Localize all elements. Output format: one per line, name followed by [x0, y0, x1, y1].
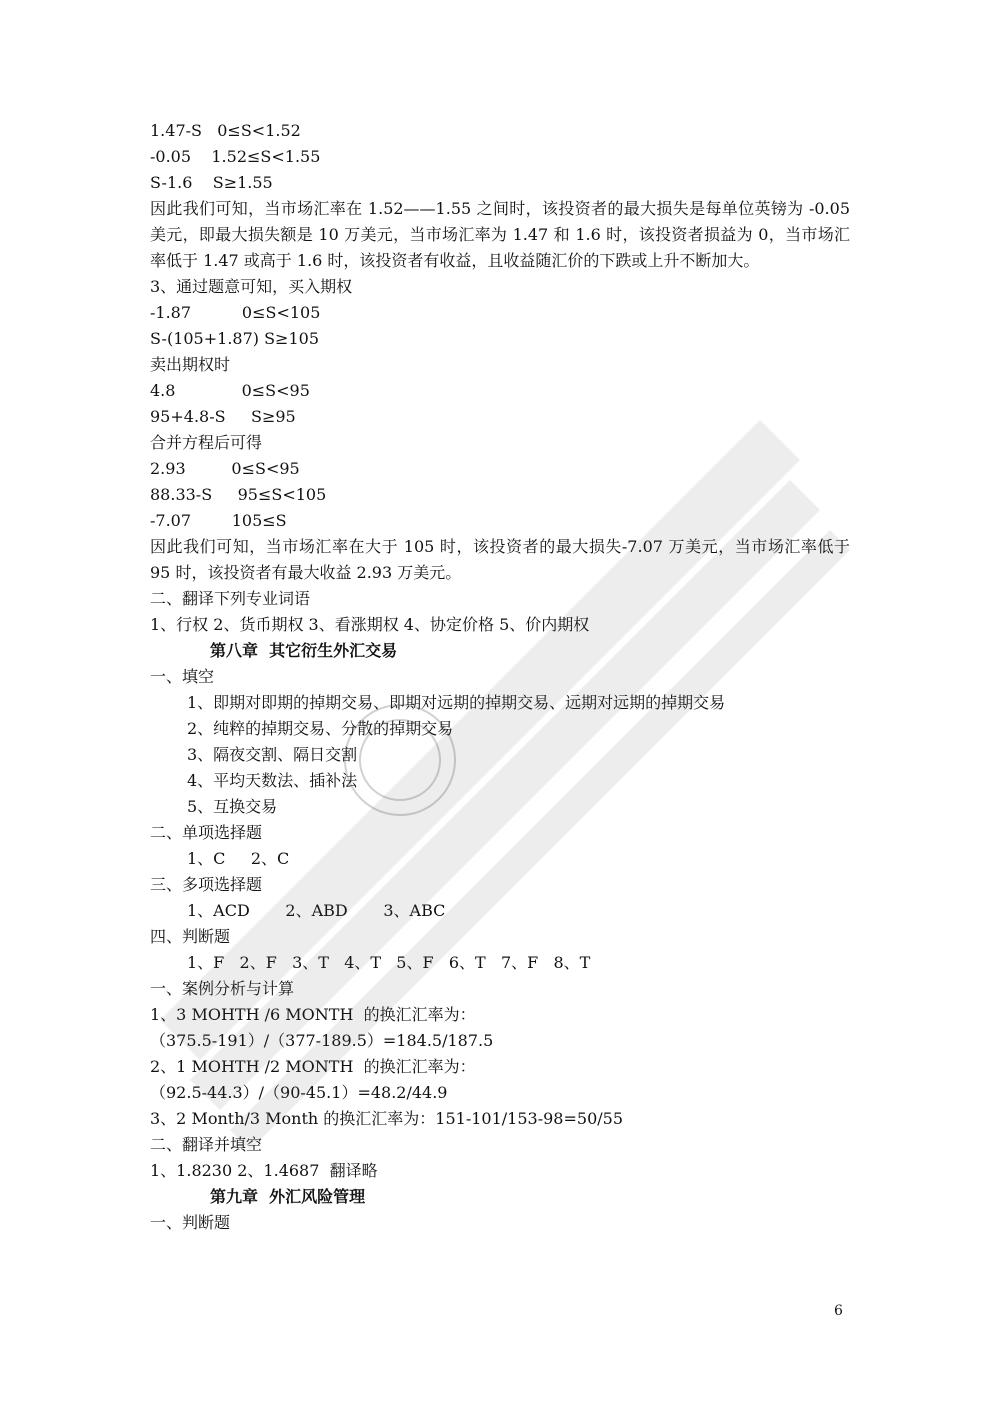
text-line: 2、1 MOHTH /2 MONTH 的换汇汇率为：: [150, 1057, 476, 1076]
text-line: S-1.6 S≥1.55: [150, 173, 273, 192]
text-line: 1、ACD 2、ABD 3、ABC: [187, 901, 446, 920]
text-line: 95+4.8-S S≥95: [150, 407, 296, 426]
text-line: 1、1.8230 2、1.4687 翻译略: [150, 1161, 378, 1180]
text-line: 一、判断题: [150, 1213, 231, 1232]
text-line: 一、案例分析与计算: [150, 979, 295, 998]
page-number: 6: [834, 1303, 843, 1319]
text-line: -0.05 1.52≤S<1.55: [150, 147, 321, 166]
chapter-heading: 第九章 外汇风险管理: [210, 1187, 366, 1206]
text-line: 4、平均天数法、插补法: [187, 771, 358, 790]
text-line: 5、互换交易: [187, 797, 278, 816]
text-line: 合并方程后可得: [150, 433, 263, 452]
text-line: 三、多项选择题: [150, 875, 263, 894]
text-line: 一、填空: [150, 667, 215, 686]
text-line: 1、即期对即期的掉期交易、即期对远期的掉期交易、远期对远期的掉期交易: [187, 693, 726, 712]
chapter-heading: 第八章 其它衍生外汇交易: [210, 641, 398, 660]
text-line: 1.47-S 0≤S<1.52: [150, 121, 301, 140]
text-line: -7.07 105≤S: [150, 511, 287, 530]
text-line: 3、通过题意可知，买入期权: [150, 277, 353, 296]
text-line: 1、3 MOHTH /6 MONTH 的换汇汇率为：: [150, 1005, 476, 1024]
text-line: 卖出期权时: [150, 355, 231, 374]
text-line: （92.5-44.3）/（90-45.1）=48.2/44.9: [150, 1083, 448, 1102]
text-line: 因此我们可知，当市场汇率在大于 105 时，该投资者的最大损失-7.07 万美元，当市场汇率低于 95 时，该投资者有最大收益 2.93 万美元。: [150, 537, 850, 582]
text-line: （375.5-191）/（377-189.5）=184.5/187.5: [150, 1031, 494, 1050]
text-line: 1、C 2、C: [187, 849, 290, 868]
text-line: 1、F 2、F 3、T 4、T 5、F 6、T 7、F 8、T: [187, 953, 591, 972]
text-line: 3、隔夜交割、隔日交割: [187, 745, 358, 764]
text-line: 1、行权 2、货币期权 3、看涨期权 4、协定价格 5、价内期权: [150, 615, 590, 634]
text-line: 二、翻译下列专业词语: [150, 589, 311, 608]
text-line: 2.93 0≤S<95: [150, 459, 300, 478]
text-line: S-(105+1.87) S≥105: [150, 329, 319, 348]
text-line: 二、单项选择题: [150, 823, 263, 842]
text-line: 2、纯粹的掉期交易、分散的掉期交易: [187, 719, 454, 738]
page-content: [150, 118, 850, 1236]
text-line: -1.87 0≤S<105: [150, 303, 321, 322]
text-line: 4.8 0≤S<95: [150, 381, 310, 400]
text-line: 四、判断题: [150, 927, 231, 946]
text-line: 3、2 Month/3 Month 的换汇汇率为：151-101/153-98=50/55: [150, 1109, 623, 1128]
text-line: 二、翻译并填空: [150, 1135, 263, 1154]
text-line: 因此我们可知，当市场汇率在 1.52——1.55 之间时，该投资者的最大损失是每单位英镑为 -0.05 美元，即最大损失额是 10 万美元，当市场汇率为 1.47 和 1.6 时，该投资者损益为 0，当市场汇率低于 1.47 或高于 1.6 时，该投资者有收益，且收益随汇价的下跌或上升不断加大。: [150, 199, 850, 270]
text-line: 88.33-S 95≤S<105: [150, 485, 327, 504]
